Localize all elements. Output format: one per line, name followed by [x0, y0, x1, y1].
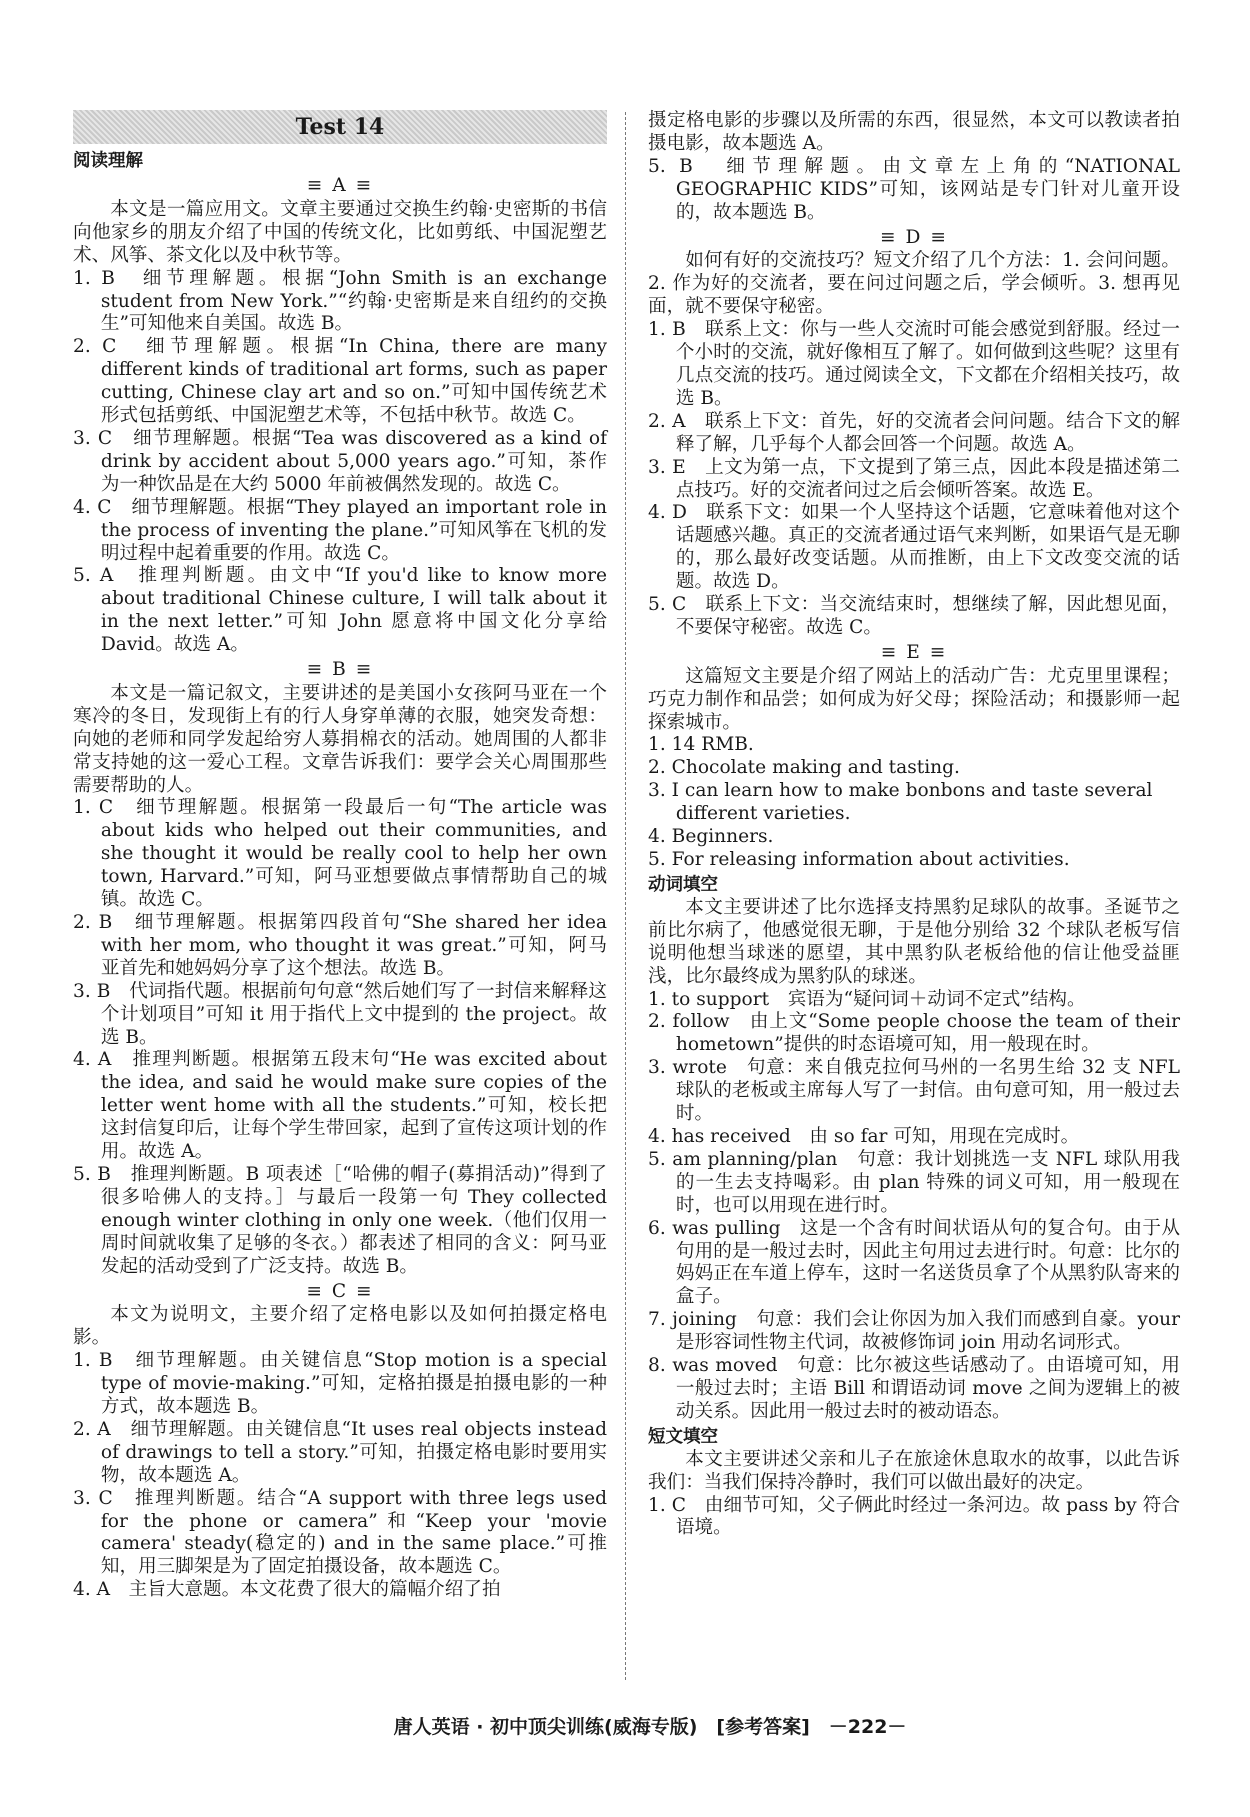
answer-item: 1. 14 RMB. — [648, 734, 754, 756]
passage-b-intro: 本文是一篇记叙文，主要讲述的是美国小女孩阿马亚在一个寒冷的冬日，发现街上有的行人身穿单薄的衣服，她突发奇想：向她的老师和同学发起给穷人募捐棉衣的活动。她周围的人都非常支持她的这一爱心工程。文章告诉我们：要学会关心周围那些需要帮助的人。 — [73, 682, 607, 796]
answer-item: 4. C 细节理解题。根据“They played an important role in the process of inventing the plane.”可知风筝在飞机的发明过程中起着重要的作用。故选 C。 — [73, 496, 607, 564]
section-short-heading: 短文填空 — [648, 1426, 718, 1447]
answer-item: 5. C 联系上下文：当交流结束时，想继续了解，因此想见面，不要保守秘密。故选 C。 — [648, 594, 1180, 638]
answer-item: 1. B 联系上文：你与一些人交流时可能会感觉到舒服。经过一个小时的交流，就好像相互了解了。如何做到这些呢？这里有几点交流的技巧。通过阅读全文，下文都在介绍相关技巧，故选 B。 — [648, 319, 1180, 409]
answer-item: 2. C 细节理解题。根据“In China, there are many different kinds of traditional art forms, such as paper cutting, Chinese clay art and so on.”可知中国传统艺术形式包括剪纸、中国泥塑艺术等，不包括中秋节。故选 C。 — [73, 336, 607, 427]
answer-item: 4. A 主旨大意题。本文花费了很大的篇幅介绍了拍 — [73, 1579, 501, 1601]
answer-item: 2. Chocolate making and tasting. — [648, 757, 960, 779]
section-reading-heading: 阅读理解 — [73, 151, 143, 171]
passage-e-label: ≡ E ≡ — [880, 641, 948, 663]
answer-item: 3. B 代词指代题。根据前句句意“然后她们写了一封信来解释这个计划项目”可知 it 用于指代上文中提到的 the project。故选 B。 — [73, 980, 607, 1048]
answer-item: 1. to support 宾语为“疑问词＋动词不定式”结构。 — [648, 988, 1086, 1010]
answer-item: 2. B 细节理解题。根据第四段首句“She shared her idea with her mom, who thought it was great.”可知，阿马亚首先和她妈妈分享了这个想法。故选 B。 — [73, 912, 607, 979]
passage-d-label: ≡ D ≡ — [880, 226, 948, 248]
answer-item: 2. A 联系上下文：首先，好的交流者会问问题。结合下文的解释了解，几乎每个人都会回答一个问题。故选 A。 — [648, 410, 1180, 455]
passage-c-intro: 本文为说明文，主要介绍了定格电影以及如何拍摄定格电影。 — [73, 1304, 607, 1349]
passage-a-intro: 本文是一篇应用文。文章主要通过交换生约翰·史密斯的书信向他家乡的朋友介绍了中国的传统文化，比如剪纸、中国泥塑艺术、风筝、茶文化以及中秋节等。 — [73, 198, 607, 266]
answer-item: 8. was moved 句意：比尔被这些话感动了。由语境可知，用一般过去时；主语 Bill 和谓语动词 move 之间为逻辑上的被动关系。因此用一般过去时的被动语态。 — [648, 1355, 1180, 1422]
short-intro: 本文主要讲述父亲和儿子在旅途休息取水的故事，以此告诉我们：当我们保持冷静时，我们可以做出最好的决定。 — [648, 1448, 1180, 1493]
answer-item: 2. A 细节理解题。由关键信息“It uses real objects instead of drawings to tell a story.”可知，拍摄定格电影时要用实物，故本题选 A。 — [73, 1418, 607, 1486]
answer-item: 5. For releasing information about activities. — [648, 849, 1070, 870]
passage-e-intro: 这篇短文主要是介绍了网站上的活动广告：尤克里里课程；巧克力制作和品尝；如何成为好父母；探险活动；和摄影师一起探索城市。 — [648, 665, 1180, 733]
answer-item: 5. A 推理判断题。由文中“If you'd like to know more about traditional Chinese culture, I will talk about it in the next letter.”可知 John 愿意将中国文化分享给 David。故选 A。 — [73, 565, 607, 656]
answer-item: 3. wrote 句意：来自俄克拉何马州的一名男生给 32 支 NFL 球队的老板或主席每人写了一封信。由句意可知，用一般过去时。 — [648, 1057, 1180, 1125]
answer-item: 1. C 细节理解题。根据第一段最后一句“The article was about kids who helped out their communities, and she thought it would be really cool to help her own town, Harvard.”可知，阿马亚想要做点事情帮助自己的城镇。故选 C。 — [73, 797, 607, 911]
answer-item: 3. E 上文为第一点，下文提到了第三点，因此本段是描述第二点技巧。好的交流者问过之后会倾听答案。故选 E。 — [648, 456, 1180, 501]
answer-item: 1. B 细节理解题。由关键信息“Stop motion is a special type of movie-making.”可知，定格拍摄是拍摄电影的一种方式，故本题选 B。 — [73, 1350, 607, 1418]
answer-item: 5. B 细节理解题。由文章左上角的“NATIONAL GEOGRAPHIC KIDS”可知，该网站是专门针对儿童开设的，故本题选 B。 — [648, 155, 1180, 223]
answer-item: 4. D 联系下文：如果一个人坚持这个话题，它意味着他对这个话题感兴趣。真正的交流者通过语气来判断，如果语气是无聊的，那么最好改变话题。从而推断，由上下文改变交流的话题。故选 D。 — [648, 502, 1180, 593]
passage-a-label: ≡ A ≡ — [306, 175, 374, 196]
answer-item: 7. joining 句意：我们会让你因为加入我们而感到自豪。your 是形容词性物主代词，故被修饰词 join 用动名词形式。 — [648, 1309, 1180, 1354]
passage-c-continuation: 摄定格电影的步骤以及所需的东西，很显然，本文可以教读者拍摄电影，故本题选 A。 — [648, 110, 1180, 154]
answer-item: 3. C 细节理解题。根据“Tea was discovered as a kind of drink by accident about 5,000 years ago.”可知，茶作为一种饮品是在大约 5000 年前被偶然发现的。故选 C。 — [73, 427, 607, 495]
passage-b-label: ≡ B ≡ — [306, 659, 374, 681]
right-column — [648, 110, 1180, 1540]
answer-item: 3. C 推理判断题。结合“A support with three legs used for the phone or camera”和“Keep your 'movie camera' steady(稳定的) and in the same place.”可推知，用三脚架是为了固定拍摄设备，故本题选 C。 — [73, 1487, 607, 1578]
answer-item: 4. Beginners. — [648, 826, 774, 848]
answer-item: 5. am planning/plan 句意：我计划挑选一支 NFL 球队用我的一生去支持喝彩。由 plan 特殊的词义可知，用一般现在时，也可以用现在进行时。 — [648, 1148, 1180, 1216]
left-column — [73, 110, 607, 1602]
section-verb-heading: 动词填空 — [648, 874, 718, 895]
test-title: Test 14 — [73, 110, 607, 144]
page-footer: 唐人英语 · 初中顶尖训练(威海专版) [参考答案] －222－ — [393, 1716, 907, 1738]
answer-item: 4. A 推理判断题。根据第五段末句“He was excited about the idea, and said he would make sure copies of the letter went home with all the students.”可知，校长把这封信复印后，让每个学生带回家，起到了宣传这项计划的作用。故选 A。 — [73, 1049, 607, 1163]
answer-item: 1. B 细节理解题。根据“John Smith is an exchange student from New York.”“约翰·史密斯是来自纽约的交换生”可知他来自美国。故选 B。 — [73, 267, 607, 335]
answer-item: 1. C 由细节可知，父子俩此时经过一条河边。故 pass by 符合语境。 — [648, 1494, 1180, 1539]
column-divider — [625, 112, 626, 1680]
passage-d-intro: 如何有好的交流技巧？短文介绍了几个方法：1. 会问问题。2. 作为好的交流者，要在问过问题之后，学会倾听。3. 想再见面，就不要保守秘密。 — [648, 250, 1180, 318]
answer-item: 5. B 推理判断题。B 项表述［“哈佛的帽子(募捐活动)”得到了很多哈佛人的支持。］与最后一段第一句 They collected enough winter clothing in only one week.（他们仅用一周时间就收集了足够的冬衣。）都表述了相同的含义：阿马亚发起的活动受到了广泛支持。故选 B。 — [73, 1163, 607, 1277]
answer-item: 2. follow 由上文“Some people choose the team of their hometown”提供的时态语境可知，用一般现在时。 — [648, 1011, 1180, 1056]
verb-intro: 本文主要讲述了比尔选择支持黑豹足球队的故事。圣诞节之前比尔病了，他感觉很无聊，于是他分别给 32 个球队老板写信说明他想当球迷的愿望，其中黑豹队老板给他的信让他受益匪浅，比尔最终成为黑豹队的球迷。 — [648, 896, 1180, 987]
answer-item: 3. I can learn how to make bonbons and taste several different varieties. — [648, 780, 1153, 825]
answer-item: 4. has received 由 so far 可知，用现在完成时。 — [648, 1125, 1080, 1147]
passage-c-label: ≡ C ≡ — [306, 1280, 374, 1302]
answer-item: 6. was pulling 这是一个含有时间状语从句的复合句。由于从句用的是一般过去时，因此主句用过去进行时。句意：比尔的妈妈正在车道上停车，这时一名送货员拿了个从黑豹队寄来的盒子。 — [648, 1217, 1180, 1308]
